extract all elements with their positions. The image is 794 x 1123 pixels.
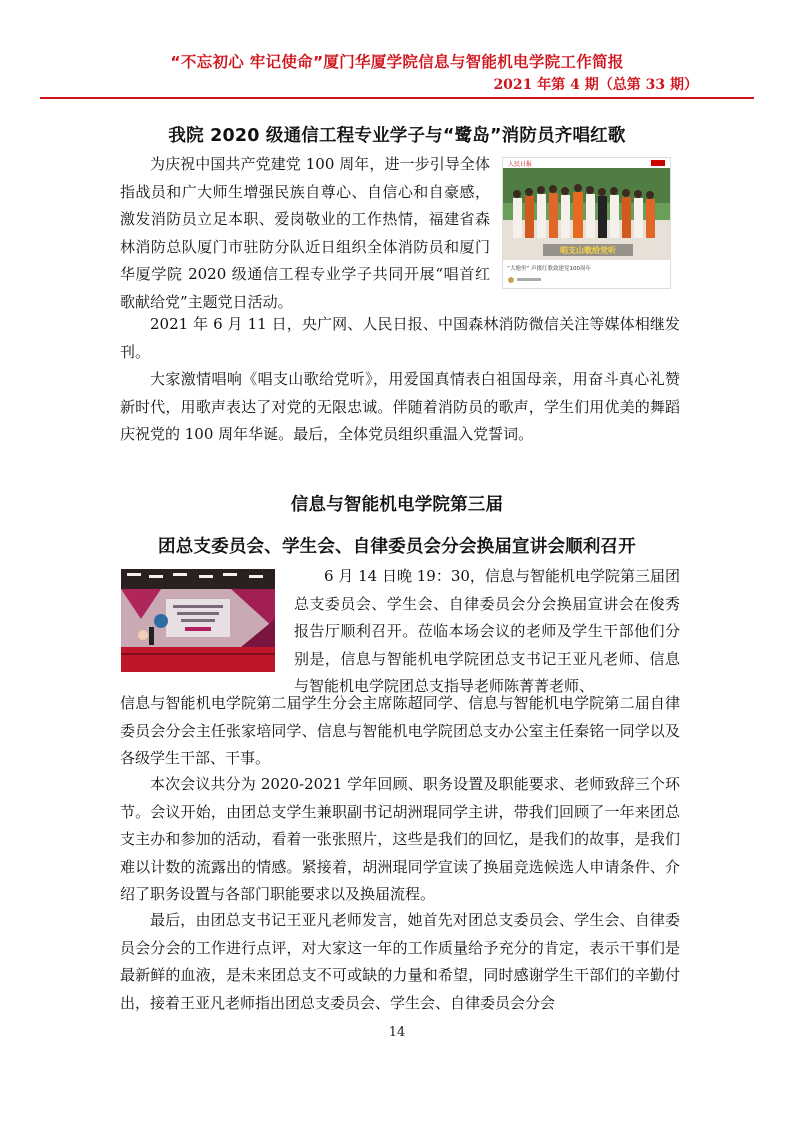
article2-paragraph-3: 最后，由团总支书记王亚凡老师发言，她首先对团总支委员会、学生会、自律委员会分会的工作进行点评，对大家这一年的工作质量给予充分的肯定，表示干事们是最新鲜的血液，是未来团总支不可或缺的力量和希望，同时感谢学生干部们的辛勤付出，接着王亚凡老师指出团总支委员会、学生会、自律委员会分会: [120, 911, 680, 1012]
article1-paragraph-3: 大家激情唱响《唱支山歌给党听》，用爱国真情表白祖国母亲，用奋斗真心礼赞新时代，用歌声表达了对党的无限忠诚。伴随着消防员的歌声，学生们用优美的舞蹈庆祝党的 100 周年华诞。最后，全体党员组织重温入党誓词。: [120, 370, 680, 443]
article2-paragraph-1: 6 月 14 日晚 19：30，信息与智能机电学院第三届团总支委员会、学生会、自律委员会分会换届宣讲会在俊秀报告厅顺利召开。莅临本场会议的老师及学生干部他们分别是，信息与智能机电学院团总支书记王亚凡老师、信息与智能机电学院团总支指导老师陈菁菁老师、: [294, 567, 680, 695]
article2-title-line1: 信息与智能机电学院第三届: [290, 495, 504, 515]
article1-paragraph-1: 为庆祝中国共产党建党 100 周年，进一步引导全体指战员和广大师生增强民族自尊心、自信心和自豪感，激发消防员立足本职、爱岗敬业的工作热情，福建省森林消防总队厦门市驻防分队近日组织全体消防员和厦门华厦学院 2020 级通信工程专业学子共同开展“唱首红歌献给党”主题党日活动。: [120, 155, 490, 311]
page-number: 14: [388, 1025, 406, 1040]
bulletin-title: “不忘初心 牢记使命”厦门华厦学院信息与智能机电学院工作简报: [170, 53, 624, 71]
article2-paragraph-2: 本次会议共分为 2020-2021 学年回顾、职务设置及职能要求、老师致辞三个环节。会议开始，由团总支学生兼职副书记胡洲琨同学主讲，带我们回顾了一年来团总支主办和参加的活动，看着一张张照片，这些是我们的回忆，是我们的故事，是我们难以计数的流露出的情感。紧接着，胡洲琨同学宣读了换届竞选候选人申请条件、介绍了职务设置与各部门职能要求以及换届流程。: [120, 775, 680, 903]
photo-caption: “大地里” 声援红歌致建党100周年: [507, 266, 591, 272]
article1-title: 我院 2020 级通信工程专业学子与“鹭岛”消防员齐唱红歌: [168, 126, 626, 146]
svg-text:人民日报: 人民日报: [508, 161, 533, 168]
meeting-photo: [121, 569, 275, 672]
header-divider: [40, 97, 754, 99]
article2-paragraph-1-continued: 信息与智能机电学院第二届学生分会主席陈超同学、信息与智能机电学院第二届自律委员会分会主任张家培同学、信息与智能机电学院团总支办公室主任秦铭一同学以及各级学生干部、干事。: [120, 694, 680, 767]
article2-title-line2: 团总支委员会、学生会、自律委员会分会换届宣讲会顺利召开: [158, 537, 636, 557]
issue-number: 2021 年第 4 期（总第 33 期）: [493, 77, 698, 93]
meeting-photo-graphic: [121, 569, 275, 672]
article1-paragraph-2: 2021 年 6 月 11 日，央广网、人民日报、中国森林消防微信关注等媒体相继发刊。: [120, 315, 680, 361]
firefighters-photo-graphic: [503, 158, 670, 288]
firefighters-photo: [502, 157, 671, 289]
photo-overlay-text: 唱支山歌给党听: [560, 246, 616, 255]
